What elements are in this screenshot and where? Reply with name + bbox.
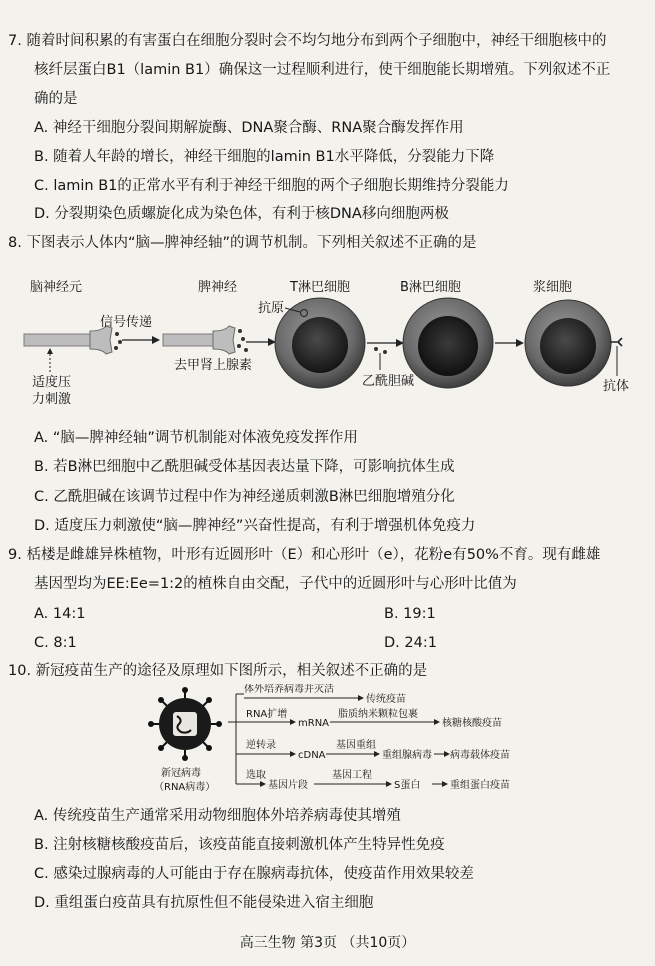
- label-signal: 信号传递: [100, 315, 153, 330]
- pathway-bracket: [228, 694, 244, 784]
- q10-option-b: B. 注射核糖核酸疫苗后，该疫苗能直接刺激机体产生特异性免疫: [34, 837, 445, 853]
- label-antibody: 抗体: [603, 379, 630, 394]
- plasma-cell-shape: [525, 300, 611, 386]
- label-row3-d: 重组腺病毒: [382, 750, 432, 761]
- coronavirus-icon: [148, 687, 222, 761]
- neuron-spleen-shape: [163, 326, 248, 354]
- q7-option-c: C. lamin B1的正常水平有利于神经干细胞的两个子细胞长期维持分裂能力: [34, 178, 509, 194]
- label-row4-d: S蛋白: [394, 780, 421, 791]
- q7-stem-line1: 7. 随着时间积累的有害蛋白在细胞分裂时会不均匀地分布到两个子细胞中，神经干细胞核中的: [8, 33, 607, 49]
- q8-option-d: D. 适度压力刺激使“脑—脾神经”兴奋性提高，有利于增强机体免疫力: [34, 518, 476, 534]
- label-row4-a: 选取: [246, 770, 266, 781]
- label-row4-c: 基因工程: [332, 770, 372, 781]
- label-row3-a: 逆转录: [246, 740, 276, 751]
- label-row2-result: 核糖核酸疫苗: [442, 718, 502, 729]
- q9-option-b: B. 19:1: [384, 606, 436, 622]
- label-row2-b: mRNA: [298, 718, 330, 729]
- label-ach: 乙酰胆碱: [362, 374, 415, 389]
- label-row4-b: 基因片段: [268, 780, 308, 791]
- label-row4-result: 重组蛋白疫苗: [450, 780, 510, 791]
- label-virus-2: （RNA病毒）: [154, 782, 216, 793]
- q9-stem-line1: 9. 栝楼是雌雄异株植物，叶形有近圆形叶（E）和心形叶（e），花粉e有50%不育。现有雌雄: [8, 547, 601, 563]
- label-row2-a: RNA扩增: [246, 709, 288, 720]
- b-cell-shape: [403, 298, 493, 388]
- q10-option-a: A. 传统疫苗生产通常采用动物细胞体外培养病毒使其增殖: [34, 808, 401, 824]
- t-cell-shape: [275, 298, 365, 388]
- q7-option-b: B. 随着人年龄的增长，神经干细胞的lamin B1水平降低，分裂能力下降: [34, 149, 495, 165]
- label-row2-c: 脂质纳米颗粒包裹: [338, 709, 418, 720]
- label-row1: 体外培养病毒并灭活: [244, 684, 334, 695]
- label-b-cell: B淋巴细胞: [400, 280, 461, 295]
- label-row3-result: 病毒载体疫苗: [450, 750, 510, 761]
- q8-option-c: C. 乙酰胆碱在该调节过程中作为神经递质刺激B淋巴细胞增殖分化: [34, 489, 455, 505]
- q8-option-b: B. 若B淋巴细胞中乙酰胆碱受体基因表达量下降，可影响抗体生成: [34, 459, 455, 475]
- q7-option-d: D. 分裂期染色质螺旋化成为染色体，有利于核DNA移向细胞两极: [34, 206, 449, 222]
- label-brain-neuron: 脑神经元: [30, 280, 83, 295]
- label-row3-b: cDNA: [298, 750, 326, 761]
- q9-option-c: C. 8:1: [34, 635, 77, 651]
- label-stress-2: 力刺激: [32, 392, 72, 407]
- label-row1-result: 传统疫苗: [366, 694, 406, 705]
- q8-stem: 8. 下图表示人体内“脑—脾神经轴”的调节机制。下列相关叙述不正确的是: [8, 235, 477, 251]
- label-t-cell: T淋巴细胞: [290, 280, 350, 295]
- q8-option-a: A. “脑—脾神经轴”调节机制能对体液免疫发挥作用: [34, 430, 358, 446]
- vaccine-pathway-figure: [148, 684, 518, 800]
- q9-stem-line2: 基因型均为EE:Ee=1:2的植株自由交配，子代中的近圆形叶与心形叶比值为: [34, 576, 517, 592]
- neuron-brain-shape: [24, 326, 122, 354]
- label-virus-1: 新冠病毒: [161, 768, 201, 779]
- label-stress-1: 适度压: [32, 375, 72, 390]
- label-antigen: 抗原: [258, 301, 285, 316]
- q9-option-d: D. 24:1: [384, 635, 437, 651]
- label-row3-c: 基因重组: [336, 740, 376, 751]
- brain-spleen-axis-figure: [20, 276, 645, 421]
- label-norepinephrine: 去甲肾上腺素: [174, 358, 253, 373]
- q7-stem-line3: 确的是: [34, 91, 78, 107]
- q10-option-d: D. 重组蛋白疫苗具有抗原性但不能侵染进入宿主细胞: [34, 895, 374, 911]
- q10-stem: 10. 新冠疫苗生产的途径及原理如下图所示，相关叙述不正确的是: [8, 663, 428, 679]
- label-plasma-cell: 浆细胞: [533, 280, 573, 295]
- label-spleen-nerve: 脾神经: [198, 280, 238, 295]
- q9-option-a: A. 14:1: [34, 606, 86, 622]
- q7-stem-line2: 核纤层蛋白B1（lamin B1）确保这一过程顺利进行，使干细胞能长期增殖。下列叙述不正: [34, 62, 611, 78]
- q10-option-c: C. 感染过腺病毒的人可能由于存在腺病毒抗体，使疫苗作用效果较差: [34, 866, 474, 882]
- page-footer: 高三生物 第3页 （共10页）: [239, 935, 416, 951]
- q7-option-a: A. 神经干细胞分裂间期解旋酶、DNA聚合酶、RNA聚合酶发挥作用: [34, 120, 464, 136]
- antibody-icon: [610, 338, 622, 376]
